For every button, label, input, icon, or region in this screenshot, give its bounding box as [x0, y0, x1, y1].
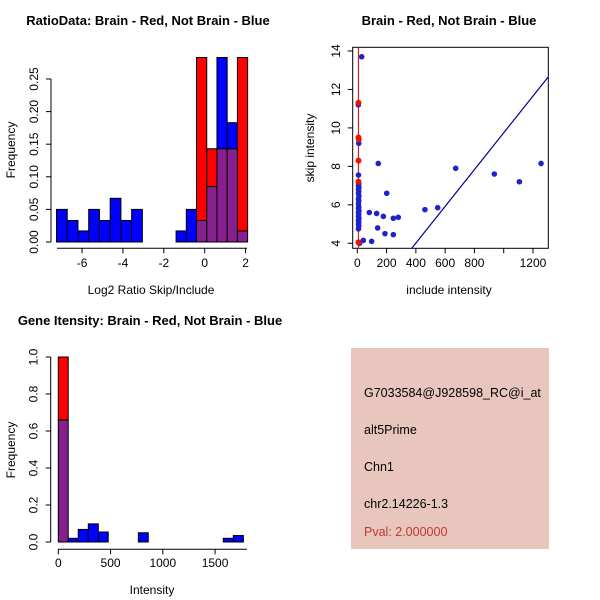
data-point-brain — [355, 239, 361, 245]
ratio-histogram-bar-segment — [237, 231, 247, 242]
ratio-histogram-bar-segment — [176, 231, 186, 242]
data-point-notbrain — [384, 190, 390, 196]
ratio-histogram-bar-segment — [57, 209, 68, 242]
intensity-scatter-y-tick-label: 14 — [329, 44, 343, 58]
gene-intensity-histogram-y-tick-label: 0.6 — [26, 422, 41, 440]
ratio-histogram-bar-segment — [132, 209, 143, 242]
ratio-histogram-x-tick-label: -2 — [158, 256, 170, 270]
gene-intensity-histogram-y-tick-label: 0.0 — [26, 533, 41, 551]
ratio-histogram-bar-segment — [227, 123, 237, 149]
ratio-histogram-bar-segment — [207, 187, 217, 242]
gene-histogram-title: Gene Itensity: Brain - Red, Not Brain - Blue — [17, 313, 283, 328]
ratio-histogram-bar-segment — [99, 220, 110, 242]
data-point-notbrain — [374, 211, 380, 217]
gene-histogram-ylabel: Frequency — [4, 421, 18, 479]
ratio-histogram-bar-segment — [237, 57, 247, 230]
gene-intensity-histogram-bar-segment — [68, 538, 78, 542]
probe-id: G7033584@J928598_RC@i_at — [364, 386, 541, 400]
data-point-notbrain — [453, 165, 459, 171]
ratio-histogram-bar-segment — [217, 57, 227, 148]
gene-intensity-histogram-bar-segment — [78, 529, 88, 542]
ratio-histogram-x-tick-label: -4 — [117, 256, 129, 270]
intensity-scatter-x-tick-label: 800 — [464, 256, 485, 270]
ratio-histogram-y-tick-label: 0.00 — [27, 230, 41, 254]
gene-intensity-histogram-y-tick-label: 0.4 — [26, 459, 41, 477]
data-point-notbrain — [367, 210, 373, 216]
gene-intensity-histogram-bar-segment — [233, 536, 243, 542]
intensity-scatter-x-tick-label: 600 — [435, 256, 456, 270]
ratio-histogram-bar-segment — [207, 149, 217, 187]
data-point-notbrain — [391, 232, 397, 238]
ratio-histogram-bar-segment — [227, 149, 237, 242]
data-point-notbrain — [391, 215, 397, 221]
data-point-notbrain — [422, 207, 428, 213]
gene-intensity-histogram-bar-segment — [88, 524, 98, 542]
data-point-brain — [355, 179, 361, 185]
data-point-notbrain — [375, 225, 381, 231]
data-point-notbrain — [375, 161, 381, 167]
gene-intensity-histogram-y-tick-label: 1.0 — [26, 348, 41, 366]
identity-line — [412, 77, 549, 249]
intensity-scatter-y-tick-label: 4 — [329, 239, 343, 247]
event-type: alt5Prime — [364, 423, 417, 437]
data-point-notbrain — [517, 179, 523, 185]
ratio-histogram-y-tick-label: 0.25 — [27, 67, 41, 91]
data-point-notbrain — [359, 54, 365, 60]
data-point-notbrain — [538, 161, 544, 167]
gene-name: Chn1 — [364, 460, 394, 474]
intensity-scatter-x-tick-label: 0 — [353, 256, 361, 270]
data-point-brain — [356, 136, 362, 142]
ratio-histogram-bar-segment — [197, 57, 207, 220]
ratio-histogram-title: RatioData: Brain - Red, Not Brain - Blue — [26, 13, 270, 28]
intensity-scatter-x-tick-label: 400 — [405, 256, 426, 270]
ratio-histogram-xlabel: Log2 Ratio Skip/Include — [87, 283, 215, 297]
ratio-histogram-y-tick-label: 0.10 — [27, 165, 41, 189]
gene-intensity-histogram-x-tick-label: 0 — [54, 556, 62, 570]
intensity-scatter-y-tick-label: 8 — [329, 163, 343, 170]
gene-intensity-histogram-bar-segment — [58, 357, 68, 420]
data-point-notbrain — [381, 214, 387, 220]
scatter-xlabel: include intensity — [406, 283, 492, 297]
ratio-histogram-bar-segment — [186, 209, 196, 242]
ratio-histogram-x-tick-label: -6 — [76, 256, 88, 270]
data-point-notbrain — [395, 215, 401, 221]
ratio-histogram-bar-segment — [121, 220, 132, 242]
intensity-scatter-y-tick-label: 6 — [329, 201, 343, 209]
intensity-scatter-x-tick-label: 200 — [376, 256, 397, 270]
data-point-notbrain — [369, 239, 375, 245]
data-point-notbrain — [435, 205, 441, 211]
data-point-notbrain — [492, 171, 498, 177]
gene-intensity-histogram-x-tick-label: 1000 — [149, 556, 177, 570]
intensity-scatter-y-tick-label: 12 — [329, 82, 343, 97]
gene-intensity-histogram-y-tick-label: 0.8 — [26, 385, 41, 403]
gene-intensity-histogram-bar-segment — [98, 532, 108, 542]
ratio-histogram-y-tick-label: 0.05 — [27, 197, 41, 222]
gene-intensity-histogram-x-tick-label: 500 — [100, 556, 121, 570]
ratio-histogram-bar-segment — [78, 231, 89, 242]
gene-intensity-histogram-bar-segment — [138, 533, 148, 542]
data-point-brain — [355, 158, 361, 164]
ratio-histogram-bar-segment — [110, 198, 121, 242]
gene-intensity-histogram-y-tick-label: 0.2 — [26, 496, 41, 514]
gene-info-panel — [351, 348, 549, 549]
ratio-histogram-y-tick-label: 0.20 — [27, 99, 41, 124]
intensity-scatter-y-tick-label: 10 — [329, 121, 343, 135]
data-point-notbrain — [356, 172, 362, 178]
scatter-ylabel: skip intensity — [303, 113, 317, 183]
ratio-histogram-bar-segment — [217, 149, 227, 242]
ratio-histogram-x-tick-label: 0 — [201, 256, 209, 270]
pval: Pval: 2.000000 — [364, 525, 448, 539]
gene-intensity-histogram-x-tick-label: 1500 — [201, 556, 229, 570]
ratio-histogram-bar-segment — [197, 220, 207, 242]
data-point-notbrain — [382, 231, 388, 237]
ratio-histogram-y-tick-label: 0.15 — [27, 132, 41, 156]
intensity-scatter-x-tick-label: 1200 — [519, 256, 547, 270]
gene-histogram-xlabel: Intensity — [129, 583, 175, 597]
locus: chr2.14226-1.3 — [364, 497, 449, 511]
scatter-title: Brain - Red, Not Brain - Blue — [361, 13, 537, 28]
data-point-notbrain — [356, 226, 362, 232]
gene-intensity-histogram-bar-segment — [223, 538, 233, 542]
data-point-brain — [355, 100, 361, 106]
ratio-histogram-bar-segment — [67, 220, 78, 242]
ratio-histogram-x-tick-label: 2 — [242, 256, 249, 270]
gene-intensity-histogram-bar-segment — [58, 420, 68, 542]
ratio-histogram-ylabel: Frequency — [4, 121, 18, 179]
ratio-histogram-bar-segment — [89, 209, 100, 242]
